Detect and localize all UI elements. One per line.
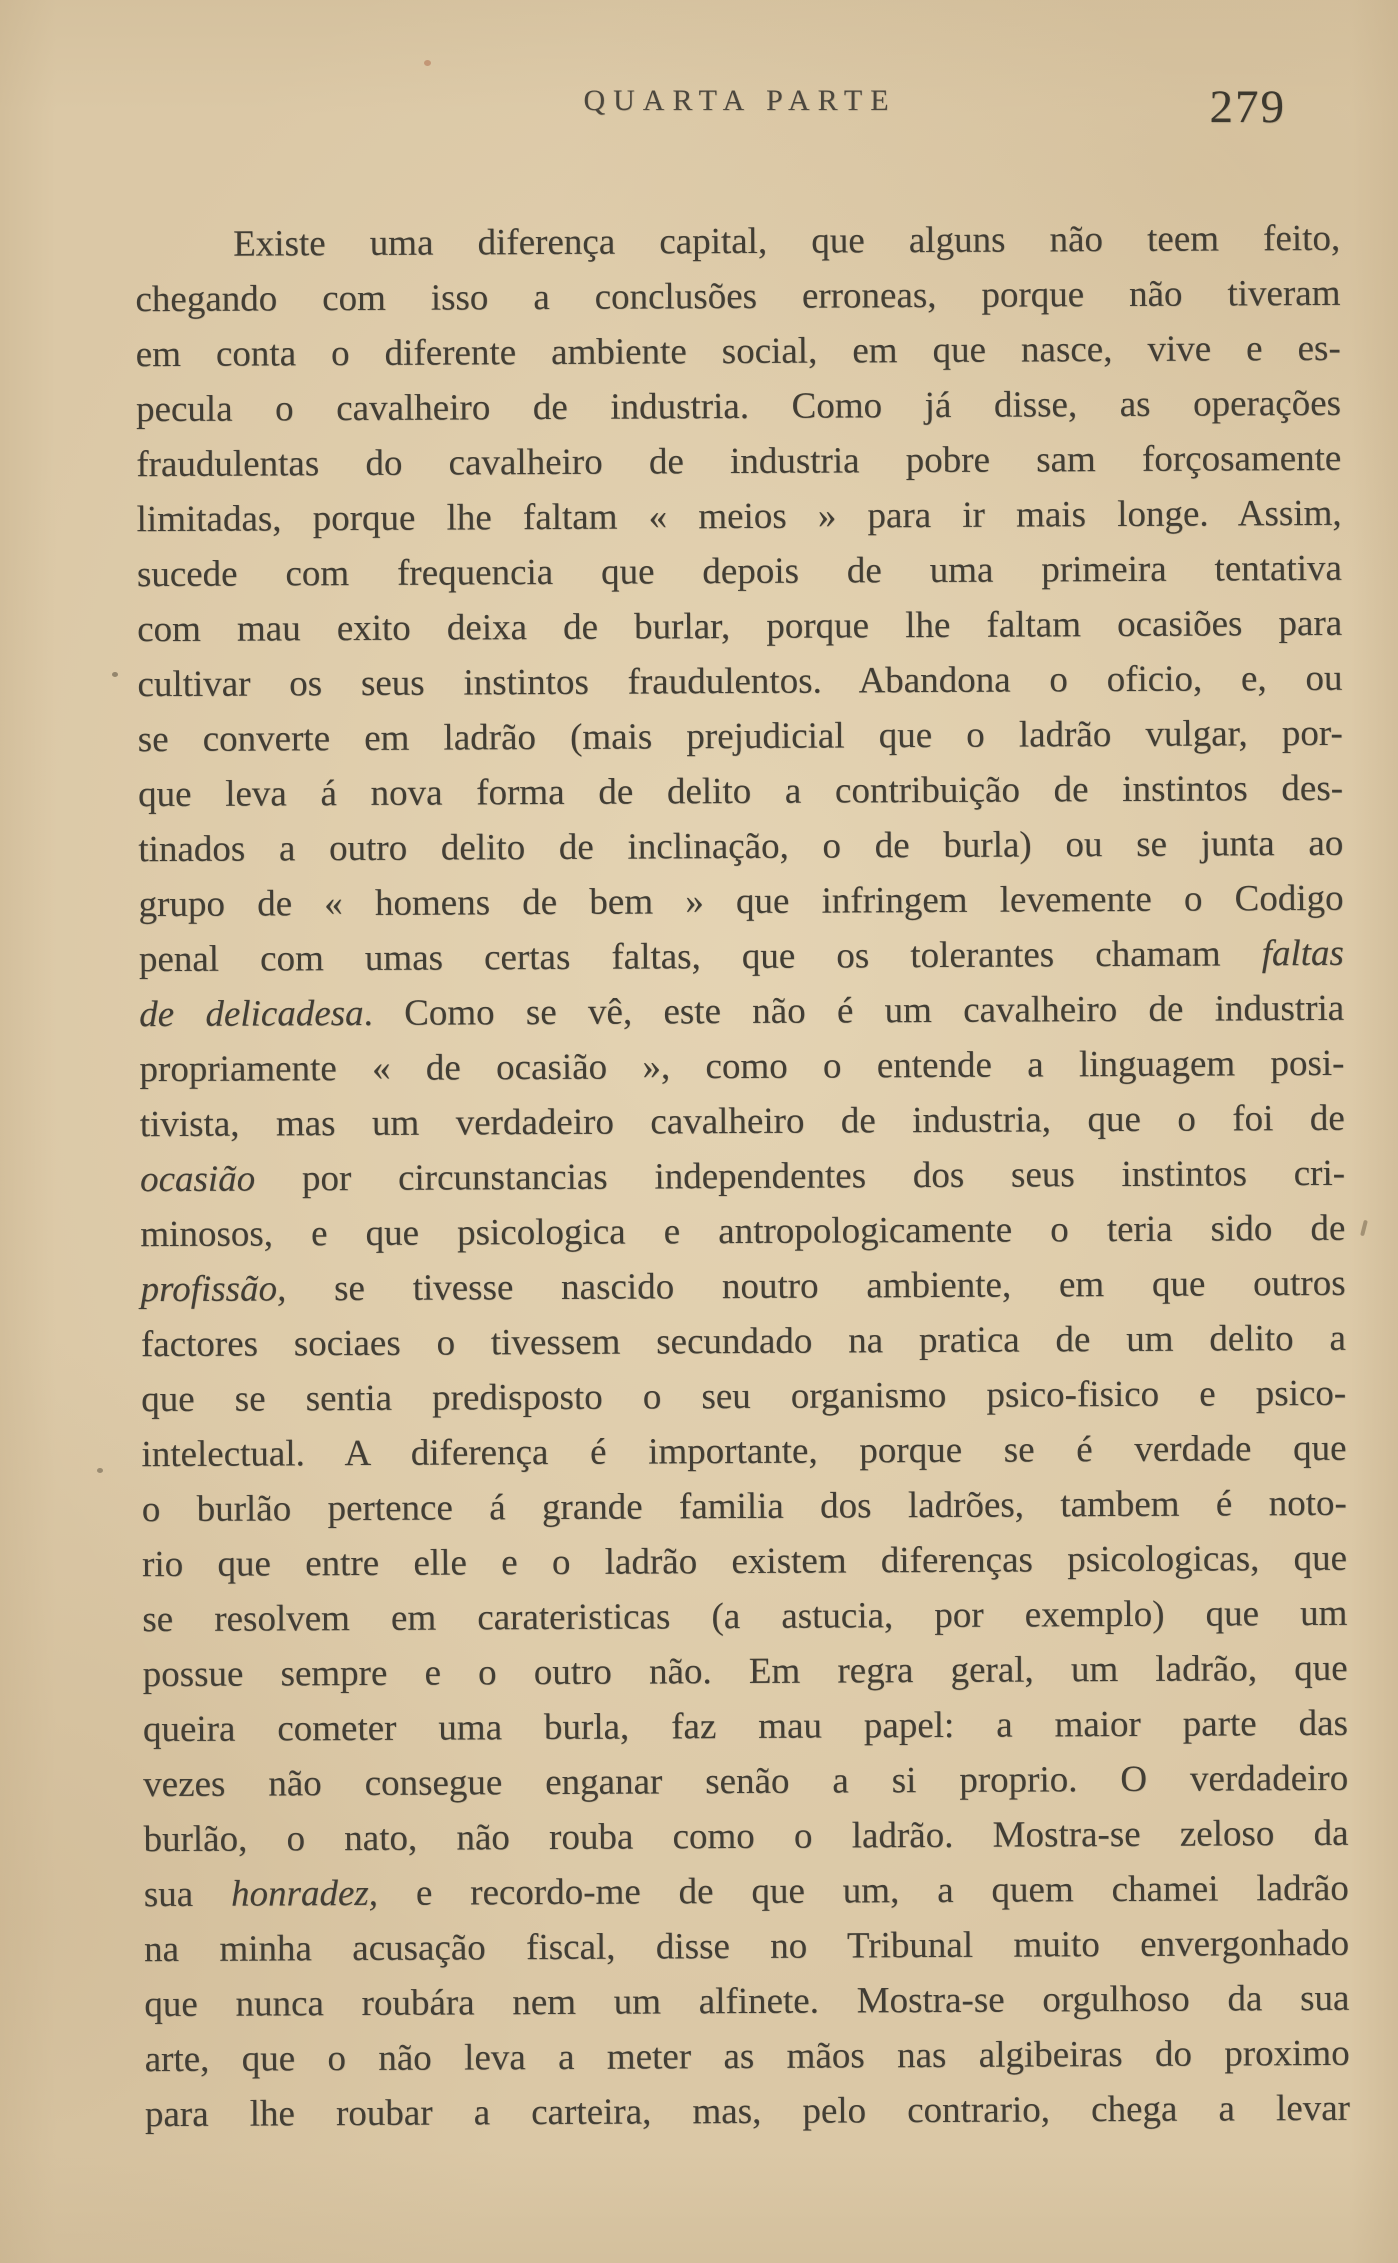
text-line <box>140 1201 1345 1262</box>
text-line <box>145 2026 1350 2087</box>
ink-speck <box>112 672 118 677</box>
text-segment: Existe uma diferença capital, que alguns não teem feito, <box>233 217 1341 265</box>
text-segment: arte, que o não leva a meter as mãos nas algibeiras do proximo <box>144 2032 1350 2081</box>
text-segment: em conta o diferente ambiente social, em que nasce, vive e es- <box>135 327 1341 376</box>
italic-text-segment: profissão, <box>140 1268 287 1311</box>
text-line <box>142 1586 1347 1647</box>
text-segment: queira cometer uma burla, faz mau papel: a maior parte das <box>142 1702 1349 1751</box>
text-segment: tivista, mas um verdadeiro cavalheiro de industria, que o foi de <box>139 1097 1345 1146</box>
text-line <box>142 1641 1347 1702</box>
text-line <box>139 926 1344 987</box>
text-line <box>138 706 1343 767</box>
text-segment: se tivesse nascido noutro ambiente, em que outros <box>286 1262 1346 1310</box>
text-line <box>137 651 1342 712</box>
text-line <box>140 1146 1345 1207</box>
text-line <box>141 1311 1346 1372</box>
paragraph <box>135 211 1350 2142</box>
text-segment: factores sociaes o tivessem secundado na pratica de um delito a <box>140 1317 1347 1366</box>
italic-text-segment: honradez, <box>230 1872 379 1915</box>
text-line <box>144 1861 1349 1922</box>
text-line <box>143 1751 1348 1812</box>
text-segment: intelectual. A diferença é importante, porque se é verdade que <box>141 1427 1347 1476</box>
text-line <box>136 321 1341 382</box>
text-line <box>141 1421 1346 1482</box>
page-number: 279 <box>1209 81 1286 133</box>
text-line <box>139 1036 1344 1097</box>
text-segment: que leva á nova forma de delito a contribuição de instintos des- <box>137 767 1344 816</box>
text-segment: que se sentia predisposto o seu organismo psico-fisico e psico- <box>141 1372 1347 1421</box>
text-line <box>138 761 1343 822</box>
text-segment: o burlão pertence á grande familia dos ladrões, tambem é noto- <box>141 1482 1347 1531</box>
text-segment: propriamente « de ocasião », como o entende a linguagem posi- <box>139 1042 1345 1091</box>
text-line <box>139 981 1344 1042</box>
text-line <box>144 1971 1349 2032</box>
text-segment: se resolvem em carateristicas (a astucia, por exemplo) que um <box>142 1592 1348 1641</box>
text-segment: que nunca roubára nem um alfinete. Mostra-se orgulhoso da sua <box>144 1977 1350 2026</box>
italic-text-segment: faltas <box>1261 932 1344 975</box>
italic-text-segment: ocasião <box>139 1158 256 1201</box>
text-segment: na minha acusação fiscal, disse no Tribunal muito envergonhado <box>143 1922 1350 1971</box>
text-segment: cultivar os seus instintos fraudulentos. Abandona o oficio, e, ou <box>137 657 1343 706</box>
text-segment: com mau exito deixa de burlar, porque lhe faltam ocasiões para <box>137 602 1343 651</box>
text-segment: burlão, o nato, não rouba como o ladrão. Mostra-se zeloso da <box>143 1812 1349 1861</box>
text-segment: vezes não consegue enganar senão a si proprio. O verdadeiro <box>143 1757 1349 1806</box>
text-line <box>142 1531 1347 1592</box>
text-segment: sua <box>143 1873 232 1916</box>
text-segment: . Como se vê, este não é um cavalheiro de industria <box>363 987 1345 1034</box>
text-line <box>143 1806 1348 1867</box>
text-segment: para lhe roubar a carteira, mas, pelo contrario, chega a levar <box>144 2087 1351 2136</box>
text-segment: chegando com isso a conclusões erroneas, porque não tiveram <box>135 272 1341 321</box>
text-line <box>136 486 1341 547</box>
text-line <box>142 1476 1347 1537</box>
running-header: QUARTA PARTE <box>583 84 897 117</box>
text-segment: e recordo-me de que um, a quem chamei ladrão <box>377 1867 1349 1914</box>
italic-text-segment: de delicadesa <box>139 992 364 1036</box>
text-segment: fraudulentas do cavalheiro de industria pobre sam forçosamente <box>136 437 1342 486</box>
text-line <box>136 431 1341 492</box>
text-segment: limitadas, porque lhe faltam « meios » para ir mais longe. Assim, <box>136 492 1342 541</box>
text-segment: penal com umas certas faltas, que os tolerantes chamam <box>138 933 1262 981</box>
paper-stain <box>424 60 431 66</box>
text-segment: por circunstancias independentes dos seus instintos cri- <box>255 1152 1346 1200</box>
text-segment: sucede com frequencia que depois de uma primeira tentativa <box>136 547 1342 596</box>
text-line <box>141 1366 1346 1427</box>
text-segment: tinados a outro delito de inclinação, o de burla) ou se junta ao <box>138 822 1344 871</box>
text-line <box>135 266 1340 327</box>
text-segment: pecula o cavalheiro de industria. Como já disse, as operações <box>135 382 1342 431</box>
ink-speck <box>1360 1220 1368 1236</box>
text-line <box>138 816 1343 877</box>
text-line <box>145 2081 1350 2142</box>
text-segment: minosos, e que psicologica e antropologicamente o teria sido de <box>140 1207 1346 1256</box>
text-line <box>138 871 1343 932</box>
text-line <box>137 596 1342 657</box>
text-line <box>135 211 1340 272</box>
ink-speck <box>97 1468 103 1473</box>
text-segment: grupo de « homens de bem » que infringem levemente o Codigo <box>138 877 1344 926</box>
text-line <box>137 541 1342 602</box>
text-segment: possue sempre e o outro não. Em regra geral, um ladrão, que <box>142 1647 1348 1696</box>
text-segment: se converte em ladrão (mais prejudicial que o ladrão vulgar, por- <box>137 712 1343 761</box>
text-line <box>136 376 1341 437</box>
text-line <box>140 1091 1345 1152</box>
text-line <box>144 1916 1349 1977</box>
text-line <box>143 1696 1348 1757</box>
text-line <box>140 1256 1345 1317</box>
text-segment: rio que entre elle e o ladrão existem diferenças psicologicas, que <box>141 1537 1348 1586</box>
